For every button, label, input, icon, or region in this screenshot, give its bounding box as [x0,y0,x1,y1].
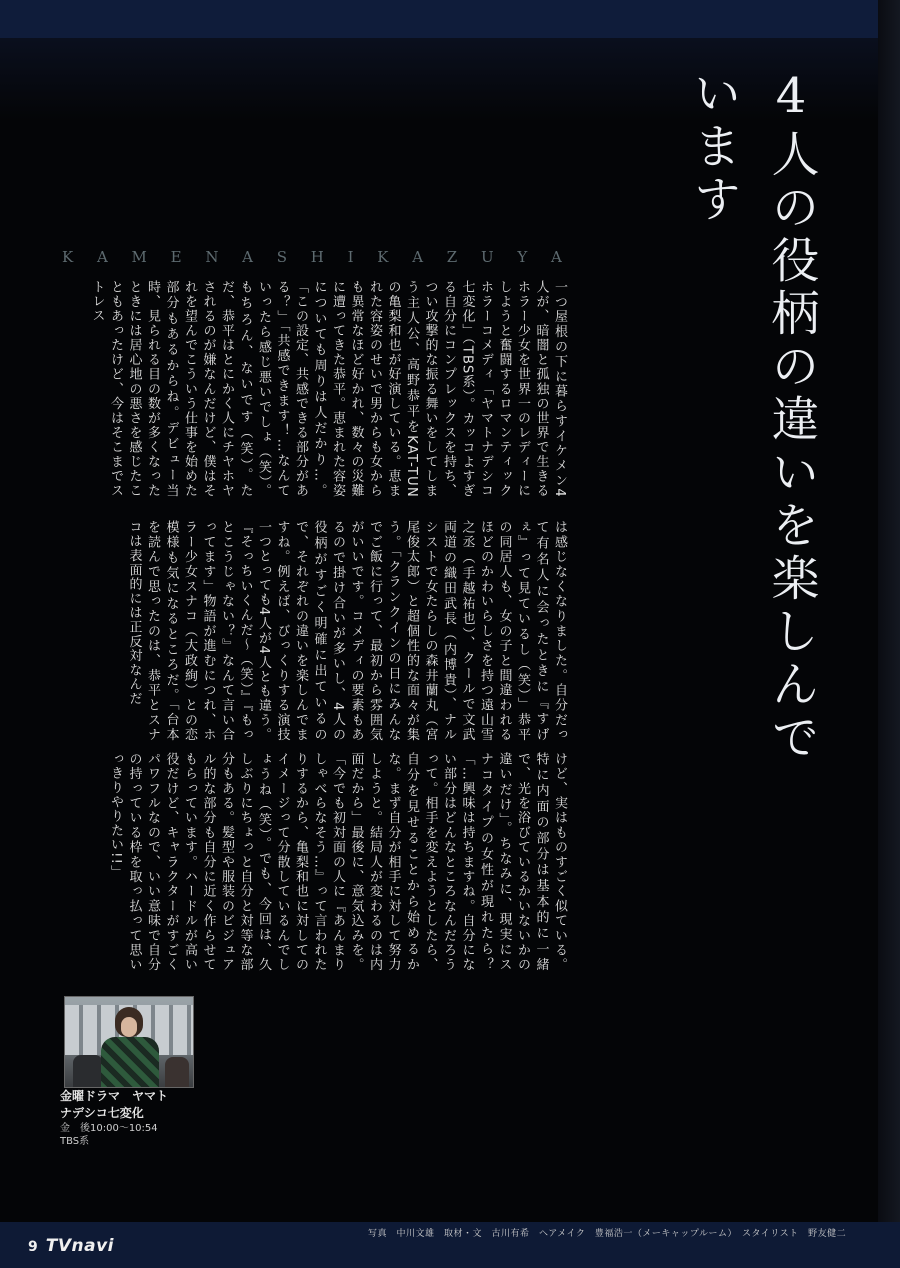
romaji-letter: E [170,248,182,266]
romaji-letter: M [131,248,147,266]
romaji-letter: K [377,248,389,266]
article-text-block-2: は感じなくなりました。自分だって有名人に会ったときに『すげぇ』って見ているし（笑）」恭平の同居人も、女の子と間違われるほどのかわいらしさを持つ遠山雪之丞（手越祐也）、クールで文武両道の織田武長（内博貴）、ナルシストで女たらしの森井蘭丸（宮尾俊太郎）と超個性的な面々が集う。「クランクインの日にみんなでご飯に行って、最初から雰囲気がいいです。コメディの要素もあるので掛け合いが多いし、4人の役柄がすごく明確に出ているので、それぞれの違いを楽しんでますね。例えば、びっくりする演技一つとっても4人が4人とも違う。『そっちいくんだ〜（笑）』『もっとこうじゃない？』なんて言い合ってます」物語が進むにつれ、ホラー少女スナコ（大政絢）との恋模様も気になるところだ。「台本を読んで思ったのは、恭平とスナコは表面的には正反対なんだ [126,520,567,742]
program-time: 金 後10:00〜10:54 [60,1123,158,1134]
romaji-letter: H [310,248,324,266]
drama-still-photo [64,996,194,1088]
romaji-letter: U [480,248,494,266]
headline: 4人の役柄の違いを楽しんでいます [685,68,819,765]
romaji-letter: A [412,248,424,266]
photo-background-person [165,1057,189,1087]
program-title-line2: ナデシコ七変化 [60,1106,144,1120]
photo-background-person [73,1055,103,1087]
top-band [0,0,900,38]
staff-credits: 写真 中川文雄 取材・文 古川有希 ヘアメイク 豊福浩一（メーキャップルーム） スタイリスト 野友健二 [368,1229,847,1239]
romaji-letter: I [347,248,354,266]
page-gutter [878,0,900,1268]
photo-subject-jacket [101,1037,159,1088]
program-caption [60,1088,220,1148]
article-text-block-3: けど、実はものすごく似ている。特に内面の部分は基本的に一緒で、光を浴びているかいないかの違いだけ」。ちなみに、現実にスナコタイプの女性が現れたら？「…興味は持ちますね。自分にない部分はどんなところなんだろうって。相手を変えようとしたら、自分を見せることから始めるかな。まず自分が相手に対して努力しようと。結局人が変わるのは内面だから」最後に、意気込みを。「今でも初対面の人に『あんまりしゃべらなそう…』って言われたりするから、亀梨和也に対してのイメージって分散しているんでしょうね（笑）。でも、今回は、久しぶりにちょっと自分と対等な部分もある。髪型や服装のビジュアル的な部分も自分に近く作らせてもらっています。ハードルが高い役だけど、キャラクターがすごくパワフルなので、いい意味で自分の持っている枠を取っ払って思いっきりやりたい!!」 [108,752,567,972]
romaji-letter: Y [517,248,528,266]
folio [28,1236,114,1258]
romaji-name [62,248,562,272]
romaji-letter: K [62,248,74,266]
program-network: TBS系 [60,1136,90,1147]
article-text-block-1: 一つ屋根の下に暮らすイケメン4人が、暗闇と孤独の世界で生きるホラー少女を世界一のレディーにしようと奮闘するロマンティックホラーコメディ「ヤマトナデシコ七変化」（TBS系）。カッコよすぎる自分にコンプレックスを持ち、つい攻撃的な振る舞いをしてしまう主人公、高野恭平をKAT-TUNの亀梨和也が好演している。恵まれた容姿のせいで男からも女からも異常なほど好かれ、数々の災難に遭ってきた恭平。恵まれた容姿についても周りは人だかり…。「この設定、共感できる部分がある？」「共感できます！…なんていったら感じ悪いでしょ（笑）。もちろん、ないです（笑）。ただ、恭平はとにかく人にチヤホヤされるのが嫌なんだけど、僕はそれを望んでこういう仕事を始めた部分もあるからね。デビュー当時、見られる目の数が多くなったときには居心地の悪さを感じたこともあったけど、今はそこまでストレス [89,280,567,498]
page-number: 9 [28,1239,38,1255]
romaji-letter: A [242,248,254,266]
program-title-line1: 金曜ドラマ ヤマト [60,1089,169,1103]
photo-subject-face [121,1017,137,1037]
romaji-letter: N [205,248,219,266]
romaji-letter: A [96,248,108,266]
romaji-letter: S [276,248,288,266]
romaji-letter: A [551,248,562,266]
romaji-letter: Z [446,248,458,266]
magazine-logo: TVnavi [45,1236,114,1256]
